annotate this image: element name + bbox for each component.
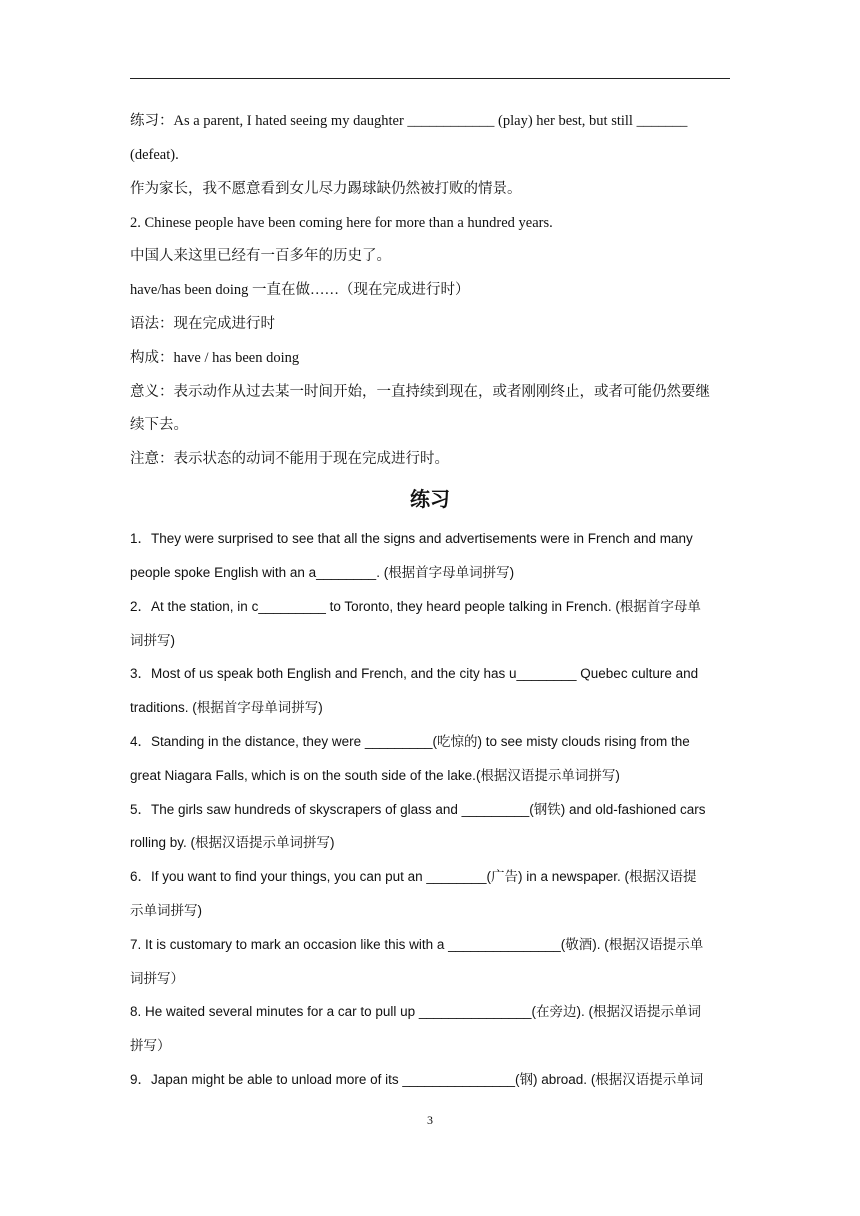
exercise-line: great Niagara Falls, which is on the south side of the lake.(根据汉语提示单词拼写): [130, 768, 620, 783]
exercise-line: 9．Japan might be able to unload more of its _______________(钢) abroad. (根据汉语提示单词: [130, 1072, 704, 1087]
exercise-line: 4．Standing in the distance, they were _________(吃惊的) to see misty clouds rising from the: [130, 734, 690, 749]
text-line: 中国人来这里已经有一百多年的历史了。: [130, 248, 391, 264]
exercise-line: 3．Most of us speak both English and French, and the city has u________ Quebec culture and: [130, 666, 699, 681]
text-line: 注意：表示状态的动词不能用于现在完成进行时。: [130, 451, 449, 467]
text-line: have/has been doing 一直在做……（现在完成进行时）: [130, 282, 470, 298]
text-line: 语法：现在完成进行时: [130, 316, 275, 332]
exercise-line: 2．At the station, in c_________ to Toronto, they heard people talking in French. (根据首字母单: [130, 599, 701, 614]
text-line: 续下去。: [130, 417, 188, 433]
header-rule: [130, 78, 730, 79]
exercise-line: people spoke English with an a________. (根据首字母单词拼写): [130, 565, 515, 580]
text-line: 构成：have / has been doing: [130, 350, 300, 366]
exercise-line: 词拼写）: [130, 971, 184, 986]
page-number: 3: [427, 1113, 433, 1127]
exercise-line: 7. It is customary to mark an occasion like this with a _______________(敬酒). (根据汉语提示单: [130, 937, 704, 952]
text-line: 2. Chinese people have been coming here for more than a hundred years.: [130, 215, 553, 231]
exercise-line: 5．The girls saw hundreds of skyscrapers of glass and _________(钢铁) and old-fashioned cars: [130, 802, 706, 817]
text-line: 作为家长，我不愿意看到女儿尽力踢球缺仍然被打败的情景。: [130, 181, 522, 197]
exercise-line: 词拼写): [130, 633, 175, 648]
exercise-line: rolling by. (根据汉语提示单词拼写): [130, 835, 335, 850]
text-line: 意义：表示动作从过去某一时间开始，一直持续到现在，或者刚刚终止，或者可能仍然要继: [130, 384, 710, 400]
exercise-line: 6．If you want to find your things, you can put an ________(广告) in a newspaper. (根据汉语提: [130, 869, 697, 884]
text-line: 练习：As a parent, I hated seeing my daughter ____________ (play) her best, but still _______: [130, 113, 688, 129]
exercise-line: 拼写）: [130, 1038, 171, 1053]
exercise-line: 1．They were surprised to see that all the signs and advertisements were in French and many: [130, 531, 693, 546]
exercise-line: traditions. (根据首字母单词拼写): [130, 700, 323, 715]
exercise-title: 练习: [410, 487, 450, 511]
exercise-line: 8. He waited several minutes for a car to pull up _______________(在旁边). (根据汉语提示单词: [130, 1004, 702, 1019]
text-line: (defeat).: [130, 147, 179, 163]
exercise-line: 示单词拼写): [130, 903, 202, 918]
